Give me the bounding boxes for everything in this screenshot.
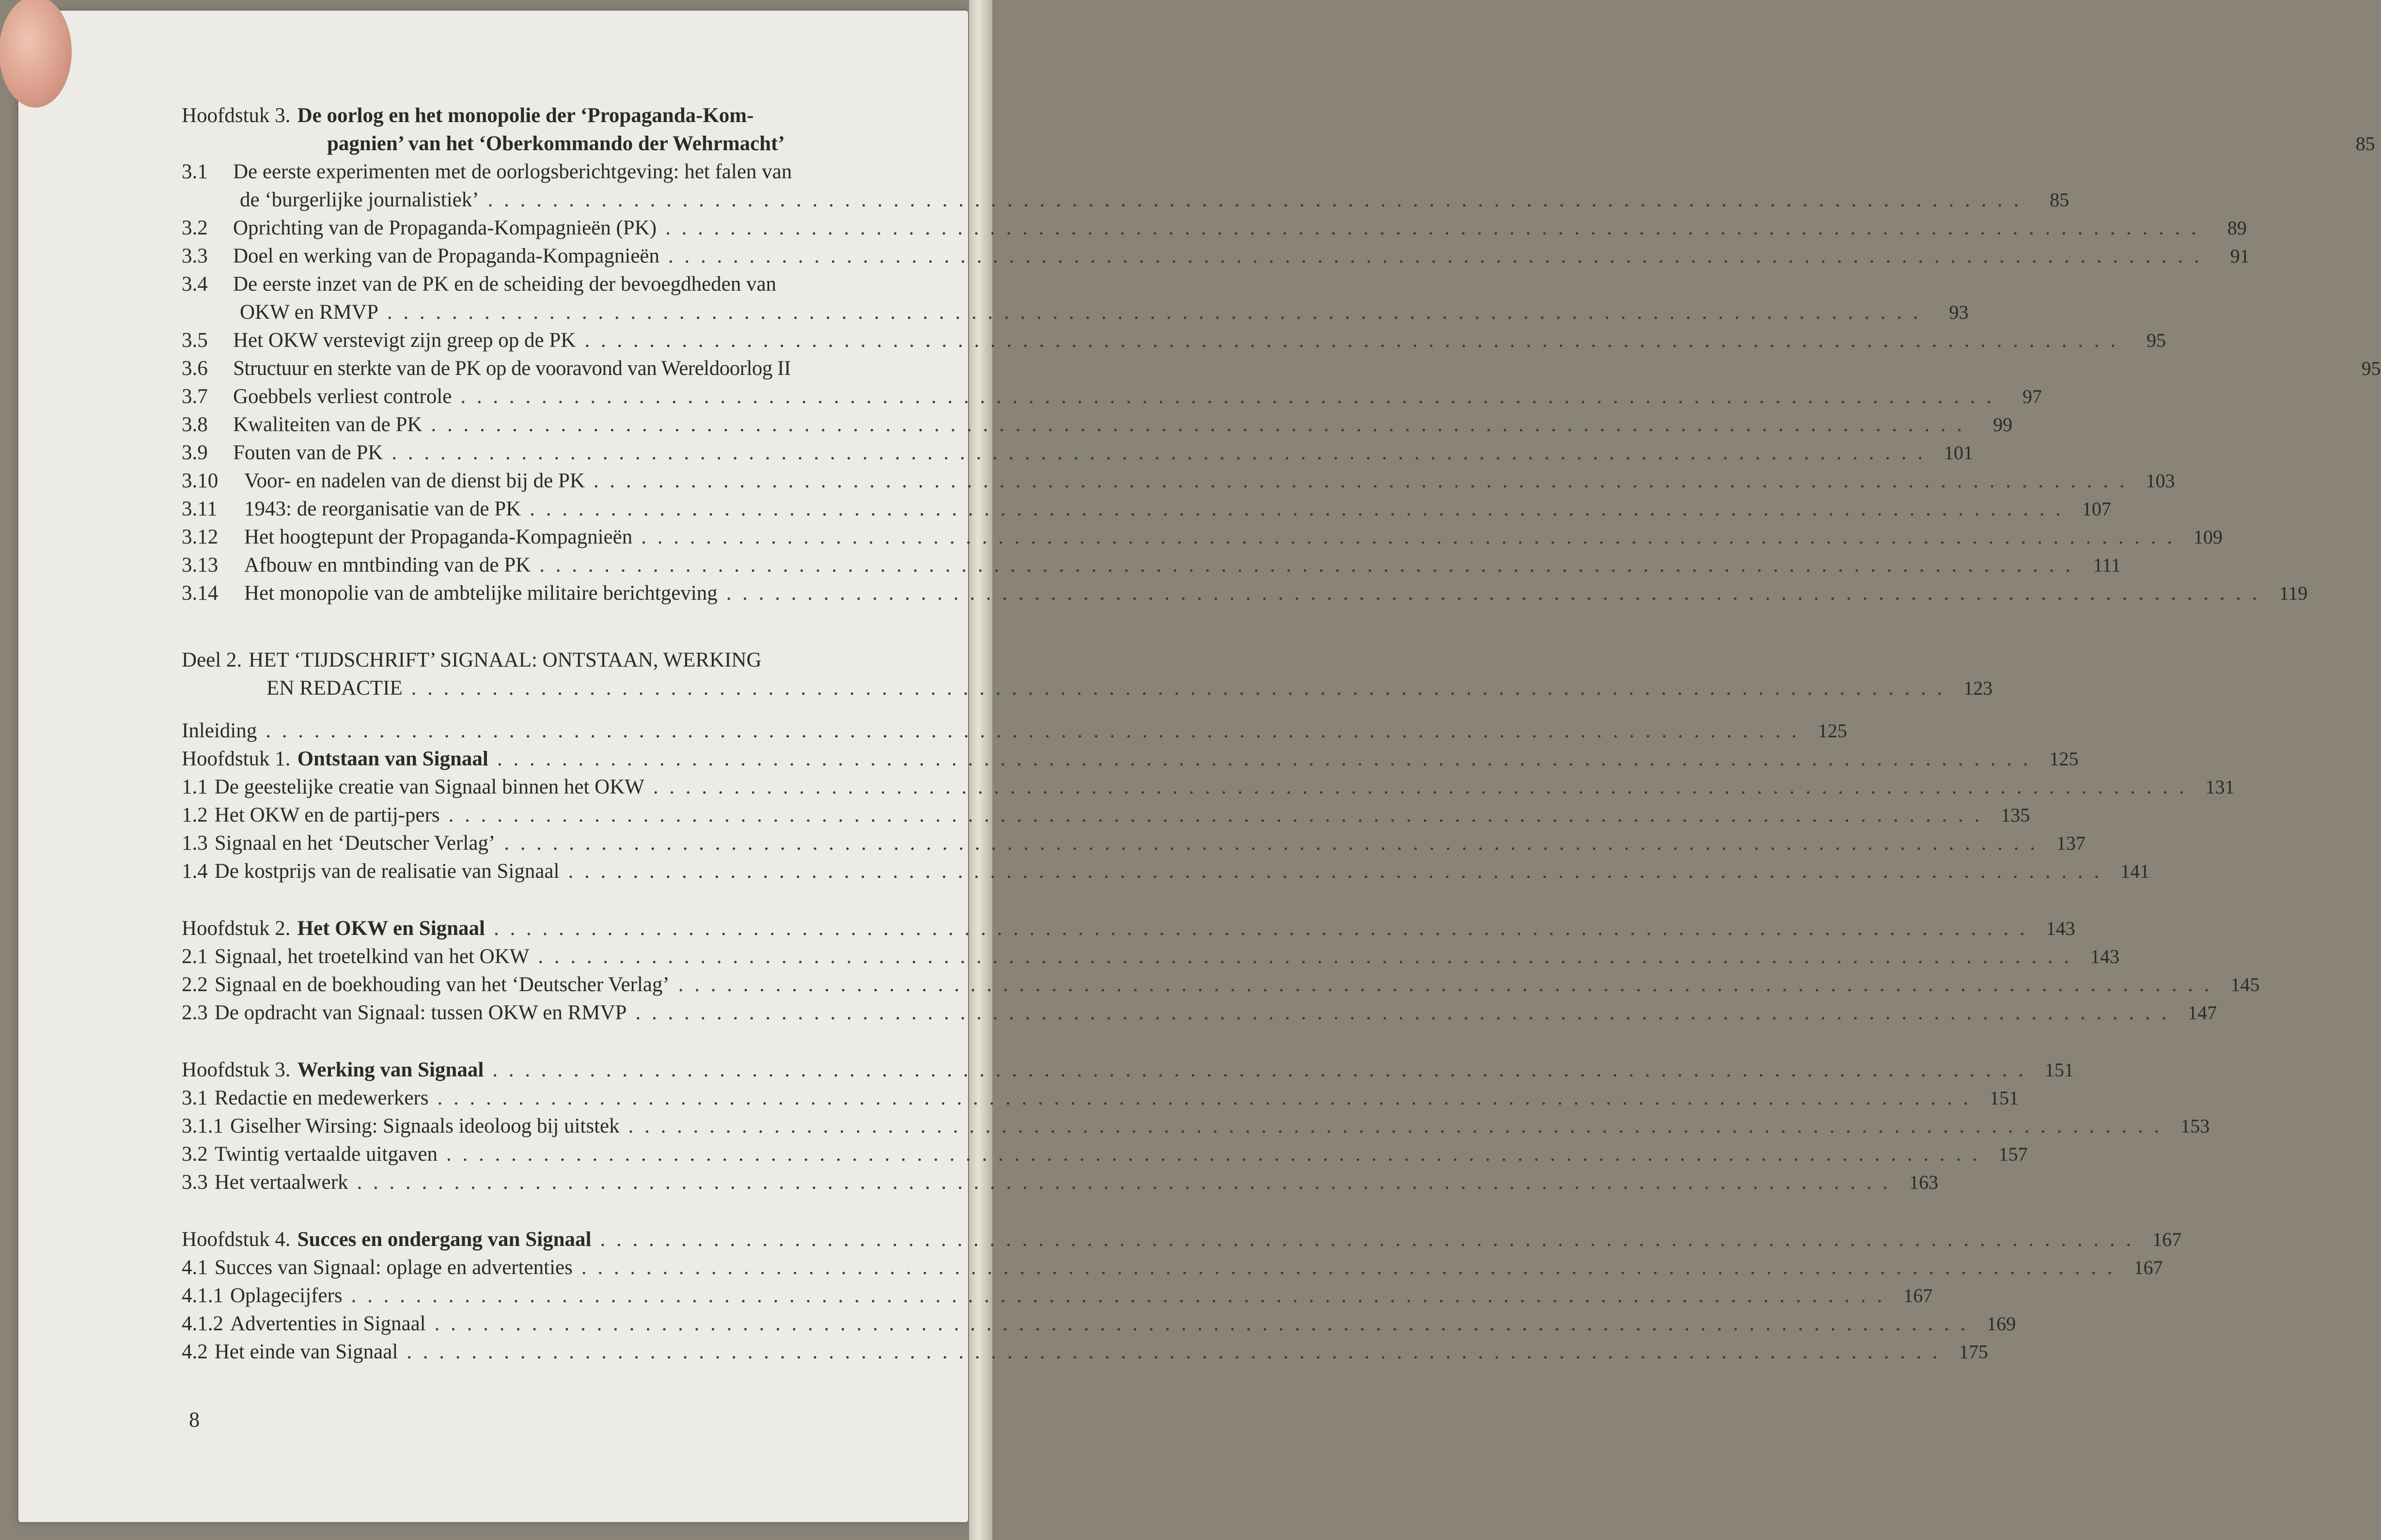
toc-entry [182,1140,2028,1168]
leader-dots [357,1168,1891,1197]
leader-dots [635,999,2169,1027]
section-title: Het monopolie van de ambtelijke militaire berichtgeving [244,582,718,605]
leader-dots [530,495,2064,523]
section-number: 4.1.2 [182,1312,223,1335]
leader-dots [460,383,1994,411]
page-number: 85 [2355,133,2375,155]
spacer [182,702,947,717]
section-number: 3.6 [182,357,208,380]
section-title: Het hoogtepunt der Propaganda-Kompagnieën [244,526,633,548]
section-number: 3.4 [182,273,208,296]
page-number: 125 [1818,720,1847,742]
leader-dots [641,523,2175,551]
section-number: 3.11 [182,498,218,520]
section-number: 3.9 [182,441,208,464]
page-number: 97 [2022,386,2042,407]
leader-dots [653,773,2187,801]
section-number: 3.3 [182,245,208,267]
toc-entry [182,242,2250,270]
section-title: Twintig vertaalde uitgaven [214,1143,438,1166]
section-number: 1.3 [182,832,208,855]
intro-title: Inleiding [182,719,257,742]
page-number: 167 [2152,1229,2182,1250]
toc-entry-cont [182,298,1969,327]
section-title: De eerste inzet van de PK en de scheiding der bevoegdheden van [233,273,777,296]
toc-entry [182,158,947,186]
leader-dots [449,801,1983,829]
section-title: De eerste experimenten met de oorlogsberichtgeving: het falen van [233,160,792,183]
leader-dots [497,745,2031,773]
page-number: 151 [1989,1087,2019,1109]
section-number: 4.2 [182,1340,208,1363]
section-title: De opdracht van Signaal: tussen OKW en RMVP [214,1001,627,1024]
part-heading [182,646,947,674]
toc-entry [182,270,947,298]
chapter-label: Hoofdstuk 4. [182,1228,291,1251]
toc-entry [182,1112,2210,1140]
page-number: 109 [2193,526,2223,548]
page-number: 147 [2188,1002,2217,1024]
toc-entry [182,495,2111,523]
page-number: 125 [2049,748,2079,770]
leader-dots [387,298,1921,327]
chapter-heading [182,102,947,130]
leader-dots [628,1112,2162,1140]
leader-dots [594,467,2128,495]
page-number: 143 [2090,946,2120,967]
page-number: 175 [1959,1341,1989,1363]
section-title: Fouten van de PK [233,441,383,464]
section-number: 3.1 [182,1087,208,1109]
page-number: 95 [2146,329,2166,351]
leader-dots [678,971,2212,999]
leader-dots [351,1282,1885,1310]
page-number: 99 [1993,414,2013,436]
toc-entry [182,1254,2163,1282]
chapter-heading [182,1056,2074,1084]
spacer [182,607,947,646]
section-number: 3.1 [182,160,208,183]
leader-dots [539,551,2073,579]
thumb-holding-page [0,0,72,108]
section-title: Signaal en de boekhouding van het ‘Deutscher Verlag’ [214,973,670,996]
section-title: Oplagecijfers [230,1284,343,1307]
chapter-label: Hoofdstuk 3. [182,1058,291,1081]
toc-entry [182,829,2085,857]
section-title-cont: OKW en RMVP [240,301,378,324]
page-number: 163 [1909,1171,1939,1193]
chapter-title: Succes en ondergang van Signaal [297,1228,592,1251]
leader-dots [504,829,2038,857]
section-title: Het einde van Signaal [214,1340,398,1363]
spacer [182,1197,947,1226]
leader-dots [492,1056,2026,1084]
section-number: 3.2 [182,217,208,239]
page-number: 95 [2361,358,2381,379]
section-number: 2.3 [182,1001,208,1024]
section-title: Redactie en medewerkers [214,1087,429,1109]
leader-dots [665,214,2199,242]
toc-entry [182,411,2013,439]
chapter-heading [182,745,2079,773]
chapter-label: Hoofdstuk 2. [182,917,291,940]
section-number: 3.2 [182,1143,208,1166]
section-number: 3.12 [182,526,219,548]
part-label: Deel 2. [182,649,242,671]
section-number: 3.7 [182,385,208,408]
page-number: 145 [2230,974,2260,996]
page-number: 157 [1998,1143,2028,1165]
toc-entry-cont [182,186,2069,214]
chapter-title: De oorlog en het monopolie der ‘Propaganda-Kom- [297,104,754,127]
page-number: 93 [1949,301,1969,323]
section-title: De kostprijs van de realisatie van Signaal [214,860,560,883]
section-title: Giselher Wirsing: Signaals ideoloog bij uitstek [230,1115,620,1137]
section-title: Signaal en het ‘Deutscher Verlag’ [214,832,496,855]
section-number: 3.14 [182,582,219,605]
toc-entry [182,1168,1939,1197]
toc-entry [182,579,2308,607]
chapter-heading-cont [182,130,2375,158]
section-title-cont: de ‘burgerlijke journalistiek’ [240,188,479,211]
toc-entry [182,523,2223,551]
leader-dots [494,915,2028,943]
part-heading-cont [182,674,1993,702]
section-title: Oprichting van de Propaganda-Kompagnieën (PK) [233,217,657,239]
section-number: 4.1.1 [182,1284,223,1307]
leader-dots [435,1310,1969,1338]
page-number: 153 [2180,1115,2210,1137]
page-number: 143 [2046,918,2075,939]
leader-dots [668,242,2202,270]
section-title: 1943: de reorganisatie van de PK [244,498,521,520]
section-number: 4.1 [182,1256,208,1279]
section-number: 3.1.1 [182,1115,223,1137]
section-number: 2.1 [182,945,208,968]
section-title: Afbouw en mntbinding van de PK [244,554,531,576]
spacer [182,886,947,915]
section-title: Signaal, het troetelkind van het OKW [214,945,530,968]
toc-entry [182,467,2175,495]
leader-dots [407,1338,1941,1366]
toc-entry [182,943,2120,971]
section-title: Het vertaalwerk [214,1171,348,1194]
leader-dots [446,1140,1980,1168]
leader-dots [568,857,2102,886]
section-number: 3.5 [182,329,208,352]
page-number: 91 [2230,245,2250,267]
section-number: 1.2 [182,804,208,826]
leader-dots [538,943,2072,971]
toc-entry [182,717,1847,745]
page-number: 111 [2093,554,2121,576]
page-number: 119 [2279,582,2308,604]
page-number: 85 [2050,189,2069,211]
chapter-title-cont: pagnien’ van het ‘Oberkommando der Wehrmacht’ [327,132,785,155]
section-title: Het OKW en de partij-pers [214,804,440,826]
section-title: Structuur en sterkte van de PK op de vooravond van Wereldoorlog II [233,357,791,380]
toc-entry [182,355,2381,383]
table-of-contents [182,102,2381,1366]
page-number: 89 [2227,217,2247,239]
chapter-title: Het OKW en Signaal [297,917,486,940]
page-number: 137 [2056,832,2085,854]
part-title: HET ‘TIJDSCHRIFT’ SIGNAAL: ONTSTAAN, WERKING [249,649,762,671]
spacer [182,1027,947,1056]
section-number: 2.2 [182,973,208,996]
section-title: Succes van Signaal: oplage en advertenties [214,1256,573,1279]
section-number: 1.1 [182,776,208,798]
page-number: 107 [2082,498,2111,520]
leader-dots [266,717,1800,745]
leader-dots [581,1254,2115,1282]
section-title: Het OKW verstevigt zijn greep op de PK [233,329,576,352]
toc-entry [182,857,2150,886]
leader-dots [392,439,1926,467]
leader-dots [600,1226,2134,1254]
toc-entry [182,327,2166,355]
page-number: 151 [2045,1059,2074,1081]
leader-dots [411,674,1945,702]
section-number: 3.8 [182,413,208,436]
chapter-heading [182,1226,2182,1254]
chapter-title: Werking van Signaal [297,1058,484,1081]
page-number: 123 [1963,677,1993,699]
toc-entry [182,801,2030,829]
toc-entry [182,1282,1933,1310]
section-title: Goebbels verliest controle [233,385,452,408]
leader-dots [726,579,2260,607]
section-title: De geestelijke creatie van Signaal binnen het OKW [214,776,644,798]
section-title: Advertenties in Signaal [230,1312,426,1335]
toc-entry [182,383,2042,411]
section-number: 3.3 [182,1171,208,1194]
page-number: 103 [2146,470,2175,492]
toc-entry [182,1310,2016,1338]
page-number: 169 [1987,1313,2016,1335]
page-number: 135 [2001,804,2030,826]
page-number: 141 [2120,860,2150,882]
chapter-title: Ontstaan van Signaal [297,747,488,770]
toc-entry [182,773,2235,801]
part-title-cont: EN REDACTIE [266,677,403,700]
leader-dots [431,411,1965,439]
section-number: 3.13 [182,554,219,576]
toc-entry [182,1338,1989,1366]
toc-entry [182,1084,2019,1112]
section-number: 3.10 [182,469,219,492]
leader-dots [488,186,2022,214]
toc-entry [182,214,2247,242]
chapter-label: Hoofdstuk 3. [182,104,291,127]
toc-entry [182,971,2260,999]
toc-entry [182,551,2121,579]
toc-entry [182,439,1974,467]
toc-entry [182,999,2217,1027]
chapter-heading [182,915,2075,943]
leader-dots [584,327,2118,355]
page-folio-number: 8 [189,1408,200,1431]
page-number: 167 [2133,1257,2163,1278]
section-title: Kwaliteiten van de PK [233,413,423,436]
page-number: 101 [1944,442,1974,464]
section-number: 1.4 [182,860,208,883]
chapter-label: Hoofdstuk 1. [182,747,291,770]
section-title: Voor- en nadelen van de dienst bij de PK [244,469,585,492]
leader-dots [437,1084,1971,1112]
page-number: 167 [1903,1285,1933,1307]
page-number: 131 [2205,776,2235,798]
section-title: Doel en werking van de Propaganda-Kompagnieën [233,245,660,267]
